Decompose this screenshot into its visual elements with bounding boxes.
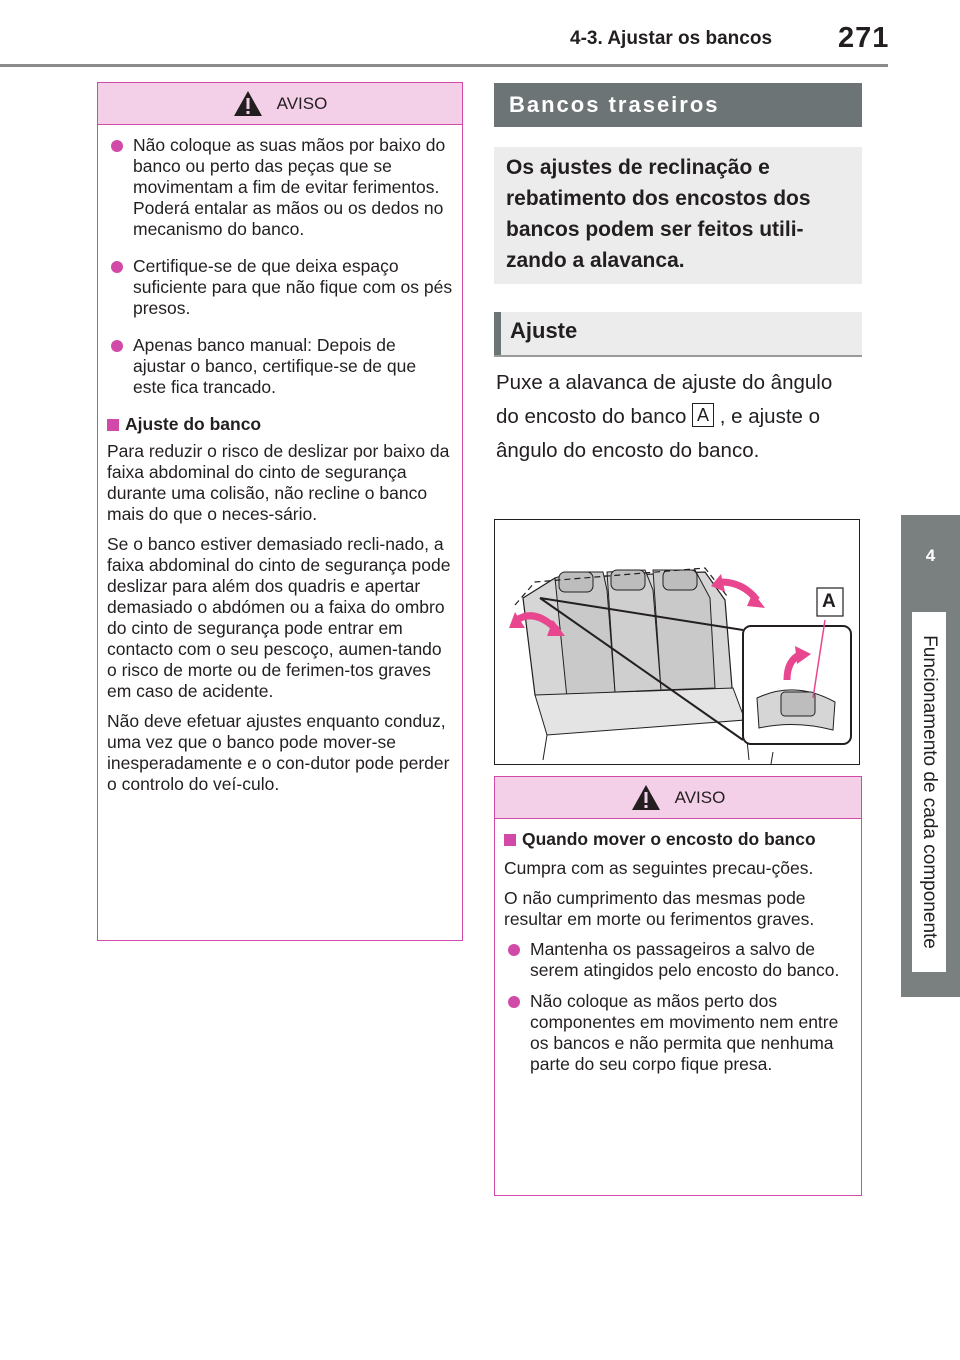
- callout-label-a: A: [822, 591, 836, 612]
- section-summary: Os ajustes de reclinação e rebatimento dos encostos dos bancos podem ser feitos utili-zando a alavanca.: [494, 147, 862, 284]
- callout-reference-a: A: [692, 403, 714, 427]
- warning-header: [495, 777, 861, 819]
- warning-paragraph: Se o banco estiver demasiado recli-nado, a faixa abdominal do cinto de segurança pode deslizar para além dos quadris e apertar demasiado o abdómen ou a faixa do ombro do cinto de segurança pode entrar em contacto com o seu pescoço, aumen-tando o risco de morte ou de ferimen-tos graves em caso de acidente.: [107, 534, 451, 701]
- header-section-title: 4-3. Ajustar os bancos: [570, 28, 773, 49]
- header-rule: [0, 64, 888, 67]
- warning-subheading: Quando mover o encosto do banco: [504, 829, 852, 850]
- rear-seat-illustration: [494, 519, 860, 765]
- warning-header: [98, 83, 462, 125]
- page-number: 271: [838, 22, 890, 54]
- warning-bullet: Certifique-se de que deixa espaço suficiente para que não fique com os pés presos.: [107, 256, 453, 319]
- subsection-title: Ajuste: [510, 318, 578, 343]
- warning-triangle-icon: [631, 784, 661, 811]
- warning-body: [98, 125, 462, 814]
- warning-paragraph: Para reduzir o risco de deslizar por baixo da faixa abdominal do cinto de segurança durante uma colisão, não recline o banco mais do que o neces-sário.: [107, 441, 450, 524]
- warning-bullet: Apenas banco manual: Depois de ajustar o banco, certifique-se de que este fica trancado.: [107, 335, 453, 398]
- warning-body: [495, 819, 861, 1085]
- chapter-side-label: [912, 612, 946, 972]
- instruction-text-end: , e ajuste o ângulo do encosto do banco.: [496, 405, 821, 462]
- warning-paragraph: Cumpra com as seguintes precau-ções.: [504, 858, 814, 878]
- warning-paragraph: Não deve efetuar ajustes enquanto conduz, uma vez que o banco pode mover-se inesperadamente e o con-dutor pode perder o controlo do veí-culo.: [107, 711, 450, 794]
- warning-title: AVISO: [674, 787, 726, 807]
- instruction-text: [496, 366, 858, 468]
- warning-triangle-icon: [233, 90, 263, 117]
- subsection-title-bar: [494, 312, 862, 357]
- bullet-text: Não coloque as suas mãos por baixo do banco ou perto das peças que se movimentam a fim de evitar ferimentos.: [133, 135, 446, 197]
- bullet-extra-text: Poderá entalar as mãos ou os dedos no mecanismo do banco.: [133, 198, 444, 239]
- warning-box-right: [494, 776, 862, 1196]
- warning-bullet: [107, 135, 453, 240]
- section-title-bar: Bancos traseiros: [494, 83, 862, 127]
- warning-bullet: Não coloque as mãos perto dos componentes em movimento nem entre os bancos e não permita que nenhuma parte do seu corpo fique presa.: [504, 991, 852, 1075]
- subsection-accent: [494, 312, 501, 355]
- chapter-title: Funcionamento de cada componente: [919, 635, 940, 949]
- warning-subheading: Ajuste do banco: [107, 414, 453, 435]
- instruction-text-start: Puxe a alavanca de ajuste do ângulo do encosto do banco: [496, 371, 833, 428]
- rear-seat-drawing: [495, 520, 861, 766]
- chapter-tab[interactable]: 4: [901, 515, 960, 597]
- warning-box-left: [97, 82, 463, 941]
- warning-bullet: Mantenha os passageiros a salvo de serem atingidos pelo encosto do banco.: [504, 939, 852, 981]
- warning-paragraph: O não cumprimento das mesmas pode resultar em morte ou ferimentos graves.: [504, 888, 815, 929]
- warning-title: AVISO: [276, 93, 328, 113]
